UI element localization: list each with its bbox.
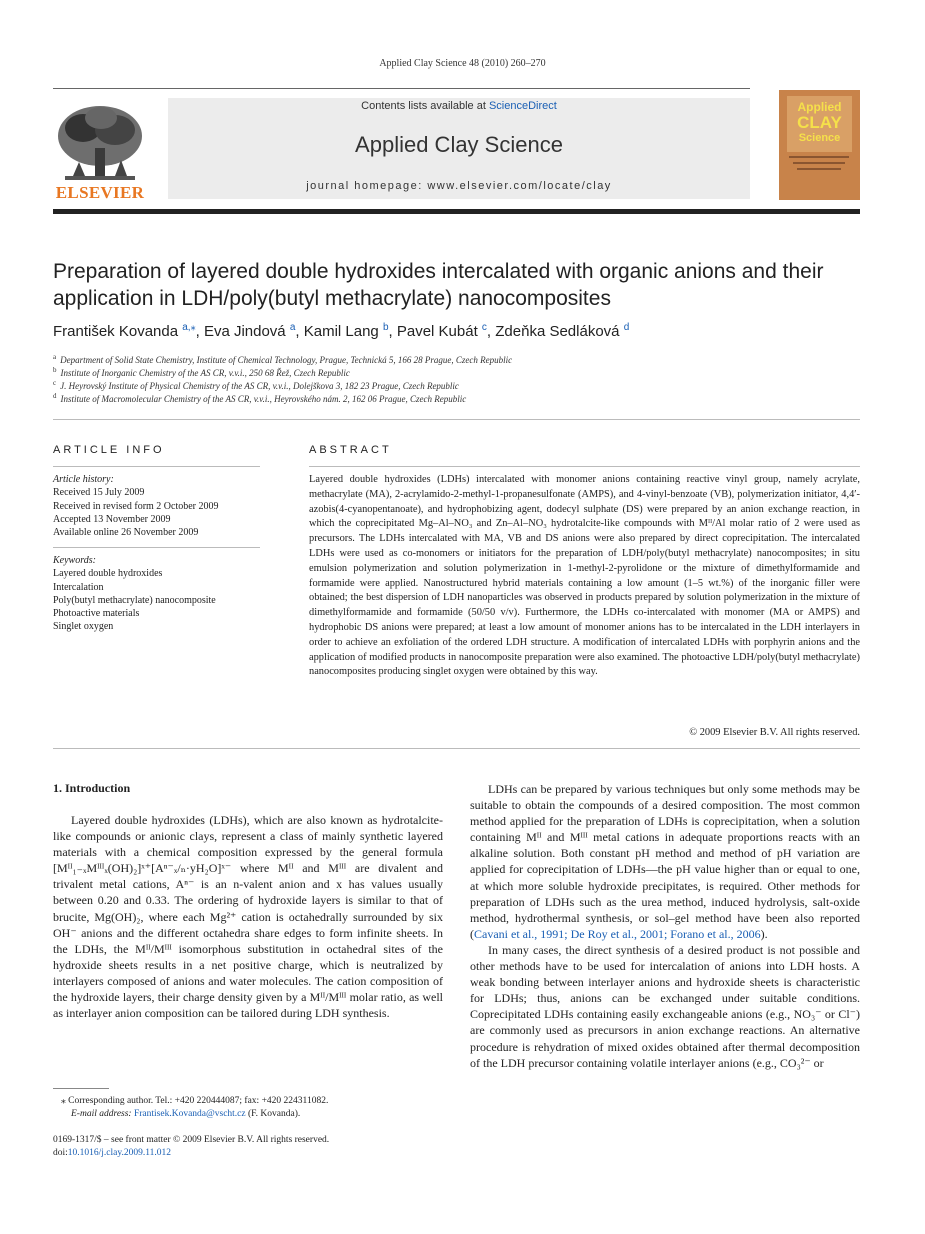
contents-line [168,100,750,112]
intro-left-column [53,812,443,1021]
paragraph-end: ). [760,926,768,941]
author-name[interactable]: Kamil Lang [303,323,379,340]
affiliation-text: Department of Solid State Chemistry, Institute of Chemical Technology, Prague, Technická 5, 166 28 Prague, Czech Republic [60,355,513,365]
issn-line: 0169-1317/$ – see front matter © 2009 Elsevier B.V. All rights reserved. [53,1135,330,1145]
cover-title-3: Science [798,132,841,144]
cover-title-1: Applied [797,100,842,114]
doi-link[interactable]: 10.1016/j.clay.2009.11.012 [67,1148,172,1158]
divider [53,547,260,548]
doi-line [53,1147,453,1160]
author-name[interactable]: Zdeňka Sedláková [495,323,620,340]
intro-right-column [470,781,860,1071]
affiliation-sup: d [53,392,57,400]
affiliation-sup: b [53,366,57,374]
email-suffix: (F. Kovanda). [245,1109,301,1119]
corresponding-line: ⁎ Corresponding author. Tel.: +420 220444087; fax: +420 224311082. [61,1096,329,1106]
sciencedirect-link[interactable]: ScienceDirect [488,100,557,112]
author-sup[interactable]: c [481,322,487,333]
paragraph: In many cases, the direct synthesis of a desired product is not possible and other methods have to be used for intercalation of anions into LDH hosts. A weak bonding between interlayer anions and hydroxide sheets is characteristic for LDHs; thus, anions can be exchanged under suitable conditions. Coprecipitated LDHs containing easily exchangeable anions (e.g., NO₃⁻ or Cl⁻) are commonly used as precursors in anion exchange reactions. An alternative procedure is rehydration of mixed oxides obtained after thermal decomposition of the LDH precursor containing volatile interlayer anions (e.g., CO₃²⁻ or [470,942,860,1070]
keyword: Layered double hydroxides [53,568,163,580]
journal-cover-image [779,90,860,200]
abstract-heading: ABSTRACT [309,444,392,456]
author-sup[interactable]: a,⁎ [182,322,196,333]
history-item: Received in revised form 2 October 2009 [53,500,219,512]
doi-label: doi: [53,1148,68,1158]
divider [53,419,860,420]
author-sup[interactable]: d [623,322,630,333]
history-item: Accepted 13 November 2009 [53,513,171,525]
affiliation [53,392,868,404]
cover-title-2: CLAY [797,113,842,132]
history-item: Available online 26 November 2009 [53,527,199,539]
publisher-name: ELSEVIER [55,183,145,202]
email-link[interactable]: Frantisek.Kovanda@vscht.cz [133,1109,246,1119]
journal-title: Applied Clay Science [355,132,563,157]
history-label: Article history: [53,474,114,485]
divider [53,748,860,749]
divider [309,466,860,467]
keywords [53,554,260,634]
author-name[interactable]: Pavel Kubát [396,323,478,340]
header-rule [53,209,860,214]
top-rule [53,88,750,89]
page-footer [53,1134,453,1160]
article-info-heading: ARTICLE INFO [53,444,165,456]
email-label: E-mail address: [71,1109,134,1119]
keywords-label: Keywords: [53,555,96,566]
keyword: Intercalation [53,581,104,593]
author-name[interactable]: František Kovanda [53,323,179,340]
keyword: Singlet oxygen [53,621,114,633]
article-history [53,473,260,539]
paragraph-text: LDHs can be prepared by various techniques but only some methods may be suitable to obtain the compounds of a desired composition. The most common method applied for the preparation of LDHs is coprecipitation, when a solution containing Mᴵᴵ and Mᴵᴵᴵ metal cations in adequate proportions reacts with an alkaline solution. Both constant pH method and method of pH variation are applied for coprecipitation of LDHs—the pH value higher than or equal to one, at which more soluble hydroxide precipitates, is required. Other methods for preparation of LDHs such as the urea method, induced hydrolysis, salt-oxide method, hydrothermal synthesis, or sol–gel method have been also reported ( [470,782,860,941]
history-item: Received 15 July 2009 [53,487,145,499]
article-title: Preparation of layered double hydroxides intercalated with organic anions and their application in LDH/poly(butyl methacrylate) nanocomposites [53,260,824,310]
affiliation-text: J. Heyrovský Institute of Physical Chemistry of the AS CR, v.v.i., Dolejškova 3, 182 23 Prague, Czech Republic [60,381,459,391]
affiliation-sup: c [53,379,57,387]
affiliation-sup: a [53,353,57,361]
paragraph [470,781,860,942]
affiliation [53,353,868,365]
corresponding-author-note [53,1095,453,1121]
affiliation [53,366,868,378]
author-name[interactable]: Eva Jindová [203,323,286,340]
footnote-rule [53,1088,109,1089]
citation-link[interactable]: Cavani et al., 1991; De Roy et al., 2001; Forano et al., 2006 [474,926,761,941]
author-sup[interactable]: a [289,322,296,333]
abstract-text: Layered double hydroxides (LDHs) intercalated with monomer anions containing reactive vinyl group, namely acrylate, methacrylate (MA), 2-acrylamido-2-methyl-1-propanesulfonate (AMPS), and 4-vinyl-benzoate (VB), polymerization initiator, 4,4′-azobis(4-cyanopentanoate), and hydrophobizing agent, dodecyl sulphate (DS) were prepared by an anion exchange reaction, in which the coprecipitated Mg–Al–NO₃ and Zn–Al–NO₃ hydrotalcite-like compounds with Mᴵᴵ/Al molar ratio of 2 were used as precursors. The LDHs intercalated with MA, VB and DS anions were also prepared by direct coprecipitation. The intercalated LDHs were used as co-monomers or initiators for the preparation of LDH/poly(butyl methacrylate) nanocomposites; in situ emulsion polymerization and solution polymerization in 1-methyl-2-pyrolidone or the mixture of dimethylformamide and formamide were applied. Nanostructured hybrid materials containing a low amount (1–5 wt.%) of the inorganic filler were obtained; the best dispersion of LDH nanoparticles was observed in products prepared by solution polymerization in the mixture of dimethylformamide and formamide (50/50 v/v). Furthermore, the LDHs co-intercalated with monomer (MA or AMPS) and hydrophobic DS anions were prepared; at least a low amount of monomer anions has to be intercalated in the LDH interlayers in order to achieve an exfoliation of the ordered LDH structure. A modification of intercalated LDHs with porphyrin anions and the application of modified products in nanocomposite preparation were also examined. The photoactive LDH/poly(butyl methacrylate) nanocomposites producing singlet oxygen were obtained by this way. [309,474,860,678]
author-sup[interactable]: b [382,322,389,333]
contents-prefix: Contents lists available at [361,100,489,112]
abstract-copyright: © 2009 Elsevier B.V. All rights reserved. [689,727,860,738]
journal-homepage[interactable]: journal homepage: www.elsevier.com/locate/clay [306,180,612,192]
affiliation [53,379,868,391]
paragraph: Layered double hydroxides (LDHs), which are also known as hydrotalcite-like compounds or anionic clays, represent a class of mainly synthetic layered materials with a chemical composition expressed by the general formula [Mᴵᴵ₁₋ₓMᴵᴵᴵₓ(OH)₂]ˣ⁺[Aⁿ⁻ₓ/ₙ·yH₂O]ˣ⁻ where Mᴵᴵ and Mᴵᴵᴵ are divalent and trivalent metal cations, Aⁿ⁻ is an n-valent anion and x has values usually between 0.20 and 0.33. The ordering of hydroxide layers is similar to that of brucite, Mg(OH)₂, where each Mg²⁺ cation is octahedrally surrounded by six OH⁻ anions and the different octahedra share edges to form infinite sheets. In the LDHs, the Mᴵᴵ/Mᴵᴵᴵ isomorphous substitution in octahedral sites of the hydroxide sheets results in a net positive charge, which is neutralized by interlayers composed of anions and water molecules. The cation composition of the hydroxide layers, their charge density given by a Mᴵᴵ/Mᴵᴵᴵ molar ratio, as well as interlayer anion composition can be tailored during LDH synthesis. [53,813,443,1021]
keyword: Poly(butyl methacrylate) nanocomposite [53,594,216,606]
section-heading: 1. Introduction [53,781,131,795]
affiliation-text: Institute of Macromolecular Chemistry of the AS CR, v.v.i., Heyrovského nám. 2, 162 06 Prague, Czech Republic [60,394,467,404]
keyword: Photoactive materials [53,608,140,620]
affiliation-text: Institute of Inorganic Chemistry of the AS CR, v.v.i., 250 68 Řež, Czech Republic [60,368,350,378]
divider [53,466,260,467]
author-list: František Kovanda $^{a,⁎}$, Eva Jindová $^a$, Kamil Lang $^b$, Pavel Kubát $^c$, Zdeňka Sedláková $^d$ [53,322,630,340]
running-head: Applied Clay Science 48 (2010) 260–270 [379,58,546,69]
email-line [53,1108,453,1121]
